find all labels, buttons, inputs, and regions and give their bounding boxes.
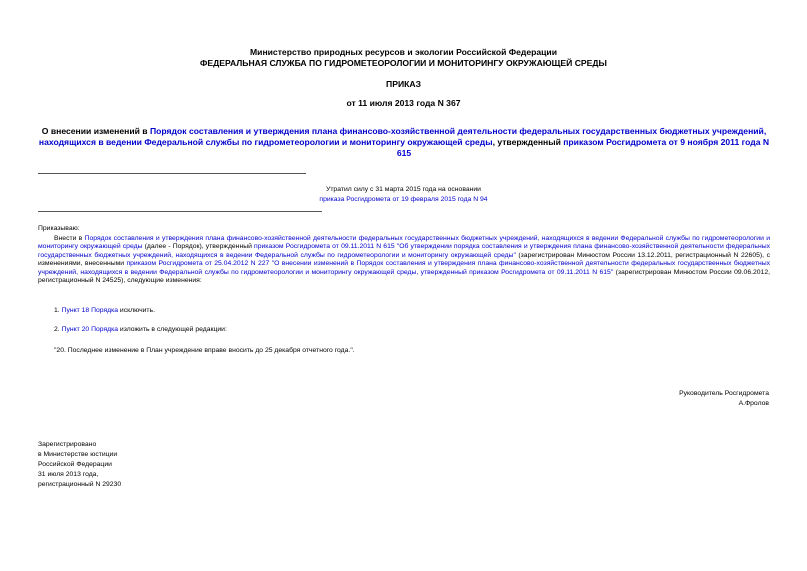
status-link[interactable]: приказа Росгидромета от 19 февраля 2015 года N 94 [319, 196, 488, 203]
signature-name: А.Фролов [738, 400, 769, 407]
title-link-prikaz[interactable]: приказом Росгидромета от 9 ноября 2011 года N 615 [396, 137, 770, 158]
registration-line: Зарегистрировано [38, 441, 97, 448]
registration-line: Российской Федерации [38, 461, 112, 468]
item-1: 1. Пункт 18 Порядка исключить. [54, 307, 155, 314]
registration-line: 31 июля 2013 года, [38, 471, 99, 478]
ministry-name: Министерство природных ресурсов и экологии Российской Федерации [250, 47, 557, 57]
link-poryadok[interactable]: Порядок составления и утверждения плана финансово-хозяйственной деятельности федеральных государственных бюджетных учреждений, находящихся в ведении Федеральной службы по гидрометеорологии и мониторингу окружающей среды [38, 235, 771, 251]
link-punkt-18[interactable]: Пункт 18 Порядка [61, 307, 119, 314]
order-word: Приказываю: [38, 225, 80, 232]
link-prikaz-227[interactable]: приказом Росгидромета от 25.04.2012 N 227 "О внесении изменений в Порядок составления и утверждения плана финансово-хозяйственной деятельности федеральных государственных бюджетных учреждений, находящихся в ведении Федеральной службы по гидрометеорологии и мониторингу окружающей среды, утвержденный приказом Росгидромета от 09.11.2011 N 615" [38, 260, 770, 276]
signature-position: Руководитель Росгидромета [679, 390, 769, 397]
link-punkt-20[interactable]: Пункт 20 Порядка [61, 326, 119, 333]
document-title: О внесении изменений в Порядок составления и утверждения плана финансово-хозяйственной деятельности федеральных государственных бюджетных учреждений, находящихся в ведении Федеральной службы по гидрометеорологии и мониторингу окружающей среды, утвержденный приказом Росгидромета от 9 ноября 2011 года N 615 [38, 126, 770, 158]
document-type: ПРИКАЗ [386, 79, 421, 89]
divider-top [38, 173, 306, 174]
item-2: 2. Пункт 20 Порядка изложить в следующей редакции: [54, 326, 227, 333]
status-line: Утратил силу с 31 марта 2015 года на основании [326, 186, 481, 193]
registration-line: регистрационный N 29230 [38, 481, 122, 488]
quoted-text: "20. Последнее изменение в План учреждение вправе вносить до 25 декабря отчетного года.". [54, 347, 355, 354]
title-link-poryadok[interactable]: Порядок составления и утверждения плана финансово-хозяйственной деятельности федеральных государственных бюджетных учреждений, находящихся в ведении Федеральной службы по гидрометеорологии и мониторингу окружающей среды [38, 126, 767, 147]
service-name: ФЕДЕРАЛЬНАЯ СЛУЖБА ПО ГИДРОМЕТЕОРОЛОГИИ И МОНИТОРИНГУ ОКРУЖАЮЩЕЙ СРЕДЫ [200, 58, 607, 68]
main-paragraph: Внести в Порядок составления и утверждения плана финансово-хозяйственной деятельности федеральных государственных бюджетных учреждений, находящихся в ведении Федеральной службы по гидрометеорологии и мониторингу окружающей среды (далее - Порядок), утвержденный приказом Росгидромета от 09.11.2011 N 615 "Об утверждении порядка составления и утверждения плана финансово-хозяйственной деятельности федеральных государственных бюджетных учреждений, находящихся в ведении Федеральной службы по гидрометеорологии и мониторингу окружающей среды" (зарегистрирован Минюстом России 13.12.2011, регистрационный N 22605), с изменениями, внесенными приказом Росгидромета от 25.04.2012 N 227 "О внесении изменений в Порядок составления и утверждения плана финансово-хозяйственной деятельности федеральных государственных бюджетных учреждений, находящихся в ведении Федеральной службы по гидрометеорологии и мониторингу окружающей среды, утвержденный приказом Росгидромета от 09.11.2011 N 615" (зарегистрирован Минюстом России 09.06.2012, регистрационный N 24525), следующие изменения: [38, 235, 771, 285]
link-prikaz-615[interactable]: приказом Росгидромета от 09.11.2011 N 615 "Об утверждении порядка составления и утверждения плана финансово-хозяйственной деятельности федеральных государственных бюджетных учреждений, находящихся в ведении Федеральной службы по гидрометеорологии и мониторингу окружающей среды" [38, 243, 770, 259]
document-date-number: от 11 июля 2013 года N 367 [346, 98, 461, 108]
divider-bottom [38, 211, 322, 212]
registration-line: в Министерстве юстиции [38, 451, 118, 458]
